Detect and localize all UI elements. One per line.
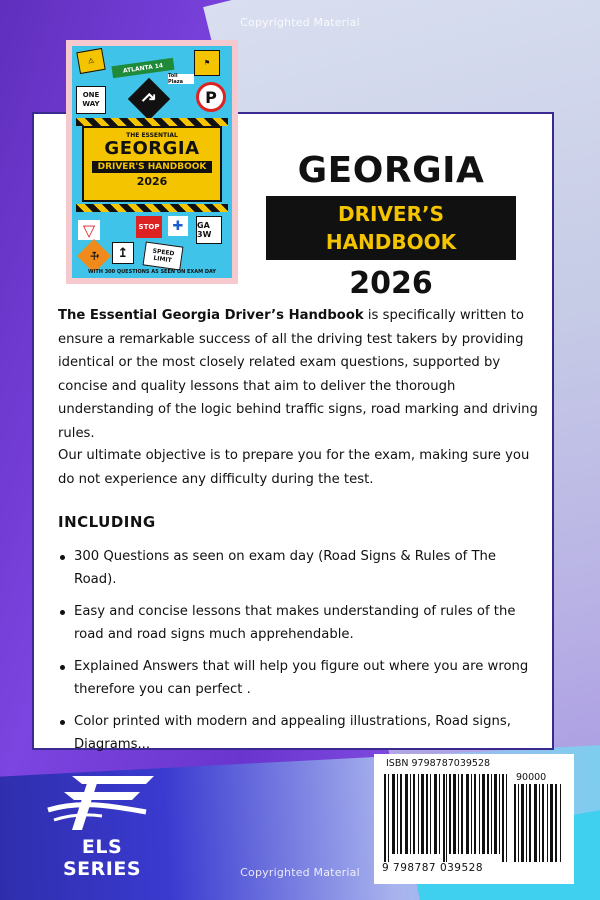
list-item: Color printed with modern and appealing illustrations, Road signs, Diagrams... bbox=[58, 711, 538, 756]
bullet-dot-icon bbox=[60, 665, 65, 670]
intro-rest: is specifically written to ensure a remarkable success of all the driving test takers by providing identical or the most closely related exam questions, supported by concise and quality lessons that aim to deliver the thorough understanding of the logic behind traffic signs, road marking and driving rules. bbox=[58, 308, 538, 441]
barcode-bars-icon bbox=[384, 774, 508, 862]
sign-atlanta: ATLANTA 14 bbox=[111, 58, 174, 79]
sign-stop: STOP bbox=[136, 216, 162, 238]
els-logo bbox=[42, 770, 162, 880]
feature-list bbox=[58, 546, 538, 756]
title-year: 2026 bbox=[349, 266, 433, 301]
sign-speed-limit: SPEED LIMIT bbox=[143, 241, 184, 270]
watermark-top: Copyrighted Material bbox=[240, 16, 360, 29]
sign-ga: GA 3W bbox=[196, 216, 222, 244]
list-item: Explained Answers that will help you figure out where you are wrong therefore you can perfect . bbox=[58, 656, 538, 701]
objective-paragraph: Our ultimate objective is to prepare you for the exam, making sure you do not experience any difficulty during the test. bbox=[58, 448, 530, 487]
sign-warning-icon: ⚠ bbox=[76, 48, 105, 74]
sign-intersection-icon: ↥ bbox=[112, 242, 134, 264]
including-heading: INCLUDING bbox=[58, 513, 156, 531]
sign-worker-icon: ⚒ bbox=[77, 239, 111, 273]
intro-bold: The Essential Georgia Driver’s Handbook bbox=[58, 308, 364, 323]
price-barcode-icon bbox=[514, 784, 564, 862]
title-georgia: GEORGIA bbox=[297, 150, 485, 191]
list-item: Easy and concise lessons that makes understanding of rules of the road and road signs much apprehendable. bbox=[58, 601, 538, 646]
sign-toll: Toll Plaza bbox=[168, 74, 194, 84]
title-handbook: DRIVER’S HANDBOOK bbox=[266, 196, 516, 260]
cover-thumbnail bbox=[66, 40, 238, 284]
isbn-label: ISBN 9798787039528 bbox=[386, 758, 491, 769]
cover-footer: WITH 300 QUESTIONS AS SEEN ON EXAM DAY bbox=[87, 269, 217, 275]
els-logo-icon bbox=[42, 770, 162, 836]
watermark-bottom: Copyrighted Material bbox=[240, 866, 360, 879]
sign-one-way: ONE WAY bbox=[76, 86, 106, 114]
sign-pedestrian-icon: ⚑ bbox=[194, 50, 220, 76]
sign-no-parking-icon: P bbox=[196, 82, 226, 112]
price-code: 90000 bbox=[516, 772, 547, 783]
bullet-dot-icon bbox=[60, 720, 65, 725]
barcode-digits: 9 798787 039528 bbox=[382, 862, 484, 874]
sign-turn-arrow-icon: ↱ bbox=[128, 78, 170, 120]
bullet-dot-icon bbox=[60, 555, 65, 560]
list-item: 300 Questions as seen on exam day (Road Signs & Rules of The Road). bbox=[58, 546, 538, 591]
brand-name: ELS SERIES bbox=[62, 836, 142, 880]
title-block bbox=[266, 150, 516, 302]
barcode bbox=[374, 754, 574, 884]
intro-paragraph bbox=[58, 304, 538, 445]
cover-banner: THE ESSENTIAL GEORGIA DRIVER'S HANDBOOK 2026 bbox=[82, 126, 222, 202]
sign-hospital-icon: ✚ bbox=[168, 216, 188, 236]
sign-yield-icon: ▽ bbox=[78, 220, 100, 240]
bullet-dot-icon bbox=[60, 610, 65, 615]
